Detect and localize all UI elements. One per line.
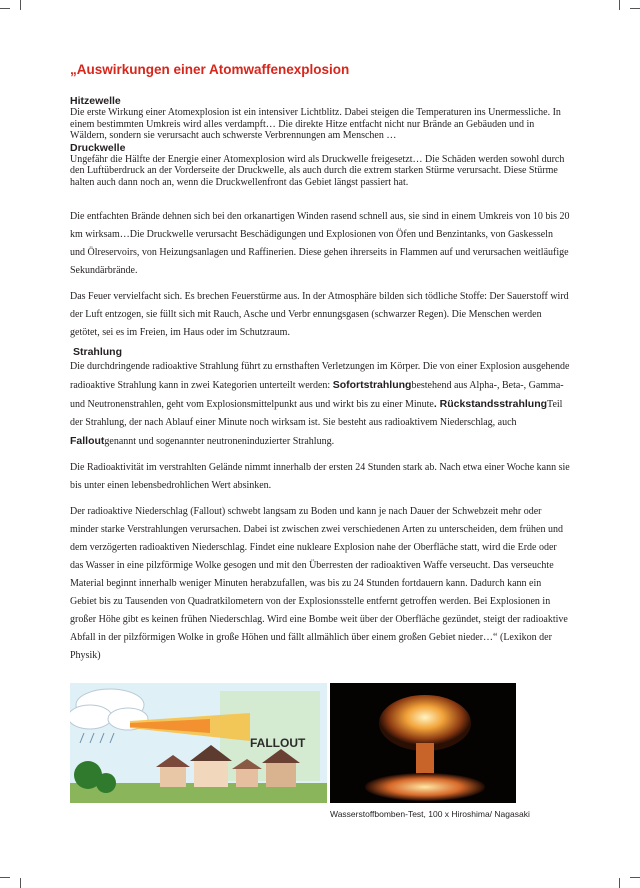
fallout-label: FALLOUT [250,736,306,750]
term-fallout: Fallout [70,435,105,447]
paragraph-strahlung-3: Der radioaktive Niederschlag (Fallout) schwebt langsam zu Boden und kann je nach Dauer der Schwebzeit mehr oder minder starke Verstrahlungen verursachen. Dabei ist zwischen zwei verschiedenen Arten zu unterscheiden, dem frühen und dem verzögerten radioaktiven Niederschlag. Findet eine nukleare Explosion nahe der Oberfläche statt, wird die Erde oder das Wasser in eine pilzförmige Wolke gesogen und mit den Überresten der radioaktiven Waffe verseucht. Das verseuchte Material beginnt innerhalb weniger Minuten herabzufallen, was bis zu 24 Stunden fortdauern kann. Dadurch kann ein Gebiet bis zu Tausenden von Quadratkilometern von der Explosionsstelle entfernt getroffen werden. Bei Explosionen in großer Höhe gibt es keinen frühen Niederschlag. Wird eine Bombe weit über der Oberfläche gezündet, steigt der radioaktive Abfall in der pilzförmigen Wolke in große Höhen und fällt allmählich über einem großen Gebiet nieder…“ (Lexikon der Physik) [70,506,568,661]
crop-mark [619,0,620,10]
crop-mark [630,877,640,878]
paragraph-strahlung-1 [70,358,570,451]
fallout-illustration-art [70,683,327,803]
paragraph-druckwelle: Ungefähr die Hälfte der Energie einer Atomexplosion wird als Druckwelle freigesetzt… Die Schäden werden sowohl durch den Luftüberdruck an der Vorderseite der Druckwelle, als auch durch die extrem starken Stürme verursacht. Diese Stürme halten auch dann noch an, wenn die Druckwellenfront das Gebiet längst passiert hat. [70,153,565,188]
document-title: „Auswirkungen einer Atomwaffenexplosion [70,62,350,77]
document-body [70,62,570,665]
paragraph-fire: Die entfachten Brände dehnen sich bei den orkanartigen Winden rasend schnell aus, sie sind in einem Umkreis von 10 bis 20 km wirksam…Die Druckwelle verursacht Beschädigungen und Explosionen von Öfen und Benzintanks, von Gaskesseln und Ölreservoirs, von Heizungsanlagen und Raffinerien. Diese gehen ihrerseits in Flammen auf und verursachen weitläufige Sekundärbrände. [70,211,570,276]
text-run: bestehend aus Alpha-, Beta-, Gamma- und Neutronenstrahlen, geht vom Explosionsmittelpunkt aus und wirkt bis zu einer Minute [70,380,564,410]
figure-caption: Wasserstoffbomben-Test, 100 x Hiroshima/ Nagasaki [330,809,530,819]
crop-mark [0,877,10,878]
crop-mark [0,8,10,9]
crop-mark [630,8,640,9]
mushroom-cloud-art [330,683,516,803]
hydrogen-bomb-photo [330,683,516,803]
heading-strahlung: Strahlung [73,346,122,358]
term-rueckstandsstrahlung: . Rückstandsstrahlung [433,398,548,410]
text-run: Teil der Strahlung, der nach Ablauf einer Minute noch wirksam ist. Sie besteht aus radioaktivem Niederschlag, auch [70,399,563,428]
paragraph-strahlung-2: Die Radioaktivität im verstrahlten Gelände nimmt innerhalb der ersten 24 Stunden stark ab. Nach etwa einer Woche kann sie bis unter einen lebensbedrohlichen Wert absinken. [70,462,570,491]
crop-mark [20,0,21,10]
heading-druckwelle: Druckwelle [70,141,126,154]
crop-mark [619,878,620,888]
fallout-illustration [70,683,327,803]
heading-hitzewelle: Hitzewelle [70,95,121,107]
crop-mark [20,878,21,888]
text-run: genannt und sogenannter neutroneninduzierter Strahlung. [104,436,335,447]
term-sofortstrahlung: Sofortstrahlung [332,379,412,391]
text-run: Die durchdringende radioaktive Strahlung führt zu ernsthaften Verletzungen im Körper. Die von einer Explosion ausgehende radioaktive Strahlung kann in zwei Kategorien unterteilt werden: [70,361,570,391]
figure-row [70,683,516,803]
paragraph-hitzewelle: Die erste Wirkung einer Atomexplosion ist ein intensiver Lichtblitz. Dabei steigen die Temperaturen ins Unermessliche. In einem bestimmten Umkreis wird alles verdampft… Die direkte Hitze entfacht nicht nur Brände an Gebäuden und in Wäldern, sondern sie verursacht auch schwerste Verbrennungen am Menschen … [70,107,561,141]
paragraph-storm: Das Feuer vervielfacht sich. Es brechen Feuerstürme aus. In der Atmosphäre bilden sich tödliche Stoffe: Der Sauerstoff wird der Luft entzogen, sie füllt sich mit Rauch, Asche und Verbr ennungsgasen (schwarzer Regen). Die Menschen werden getötet, sei es im Freien, im Haus oder im Schutzraum. [70,291,569,338]
